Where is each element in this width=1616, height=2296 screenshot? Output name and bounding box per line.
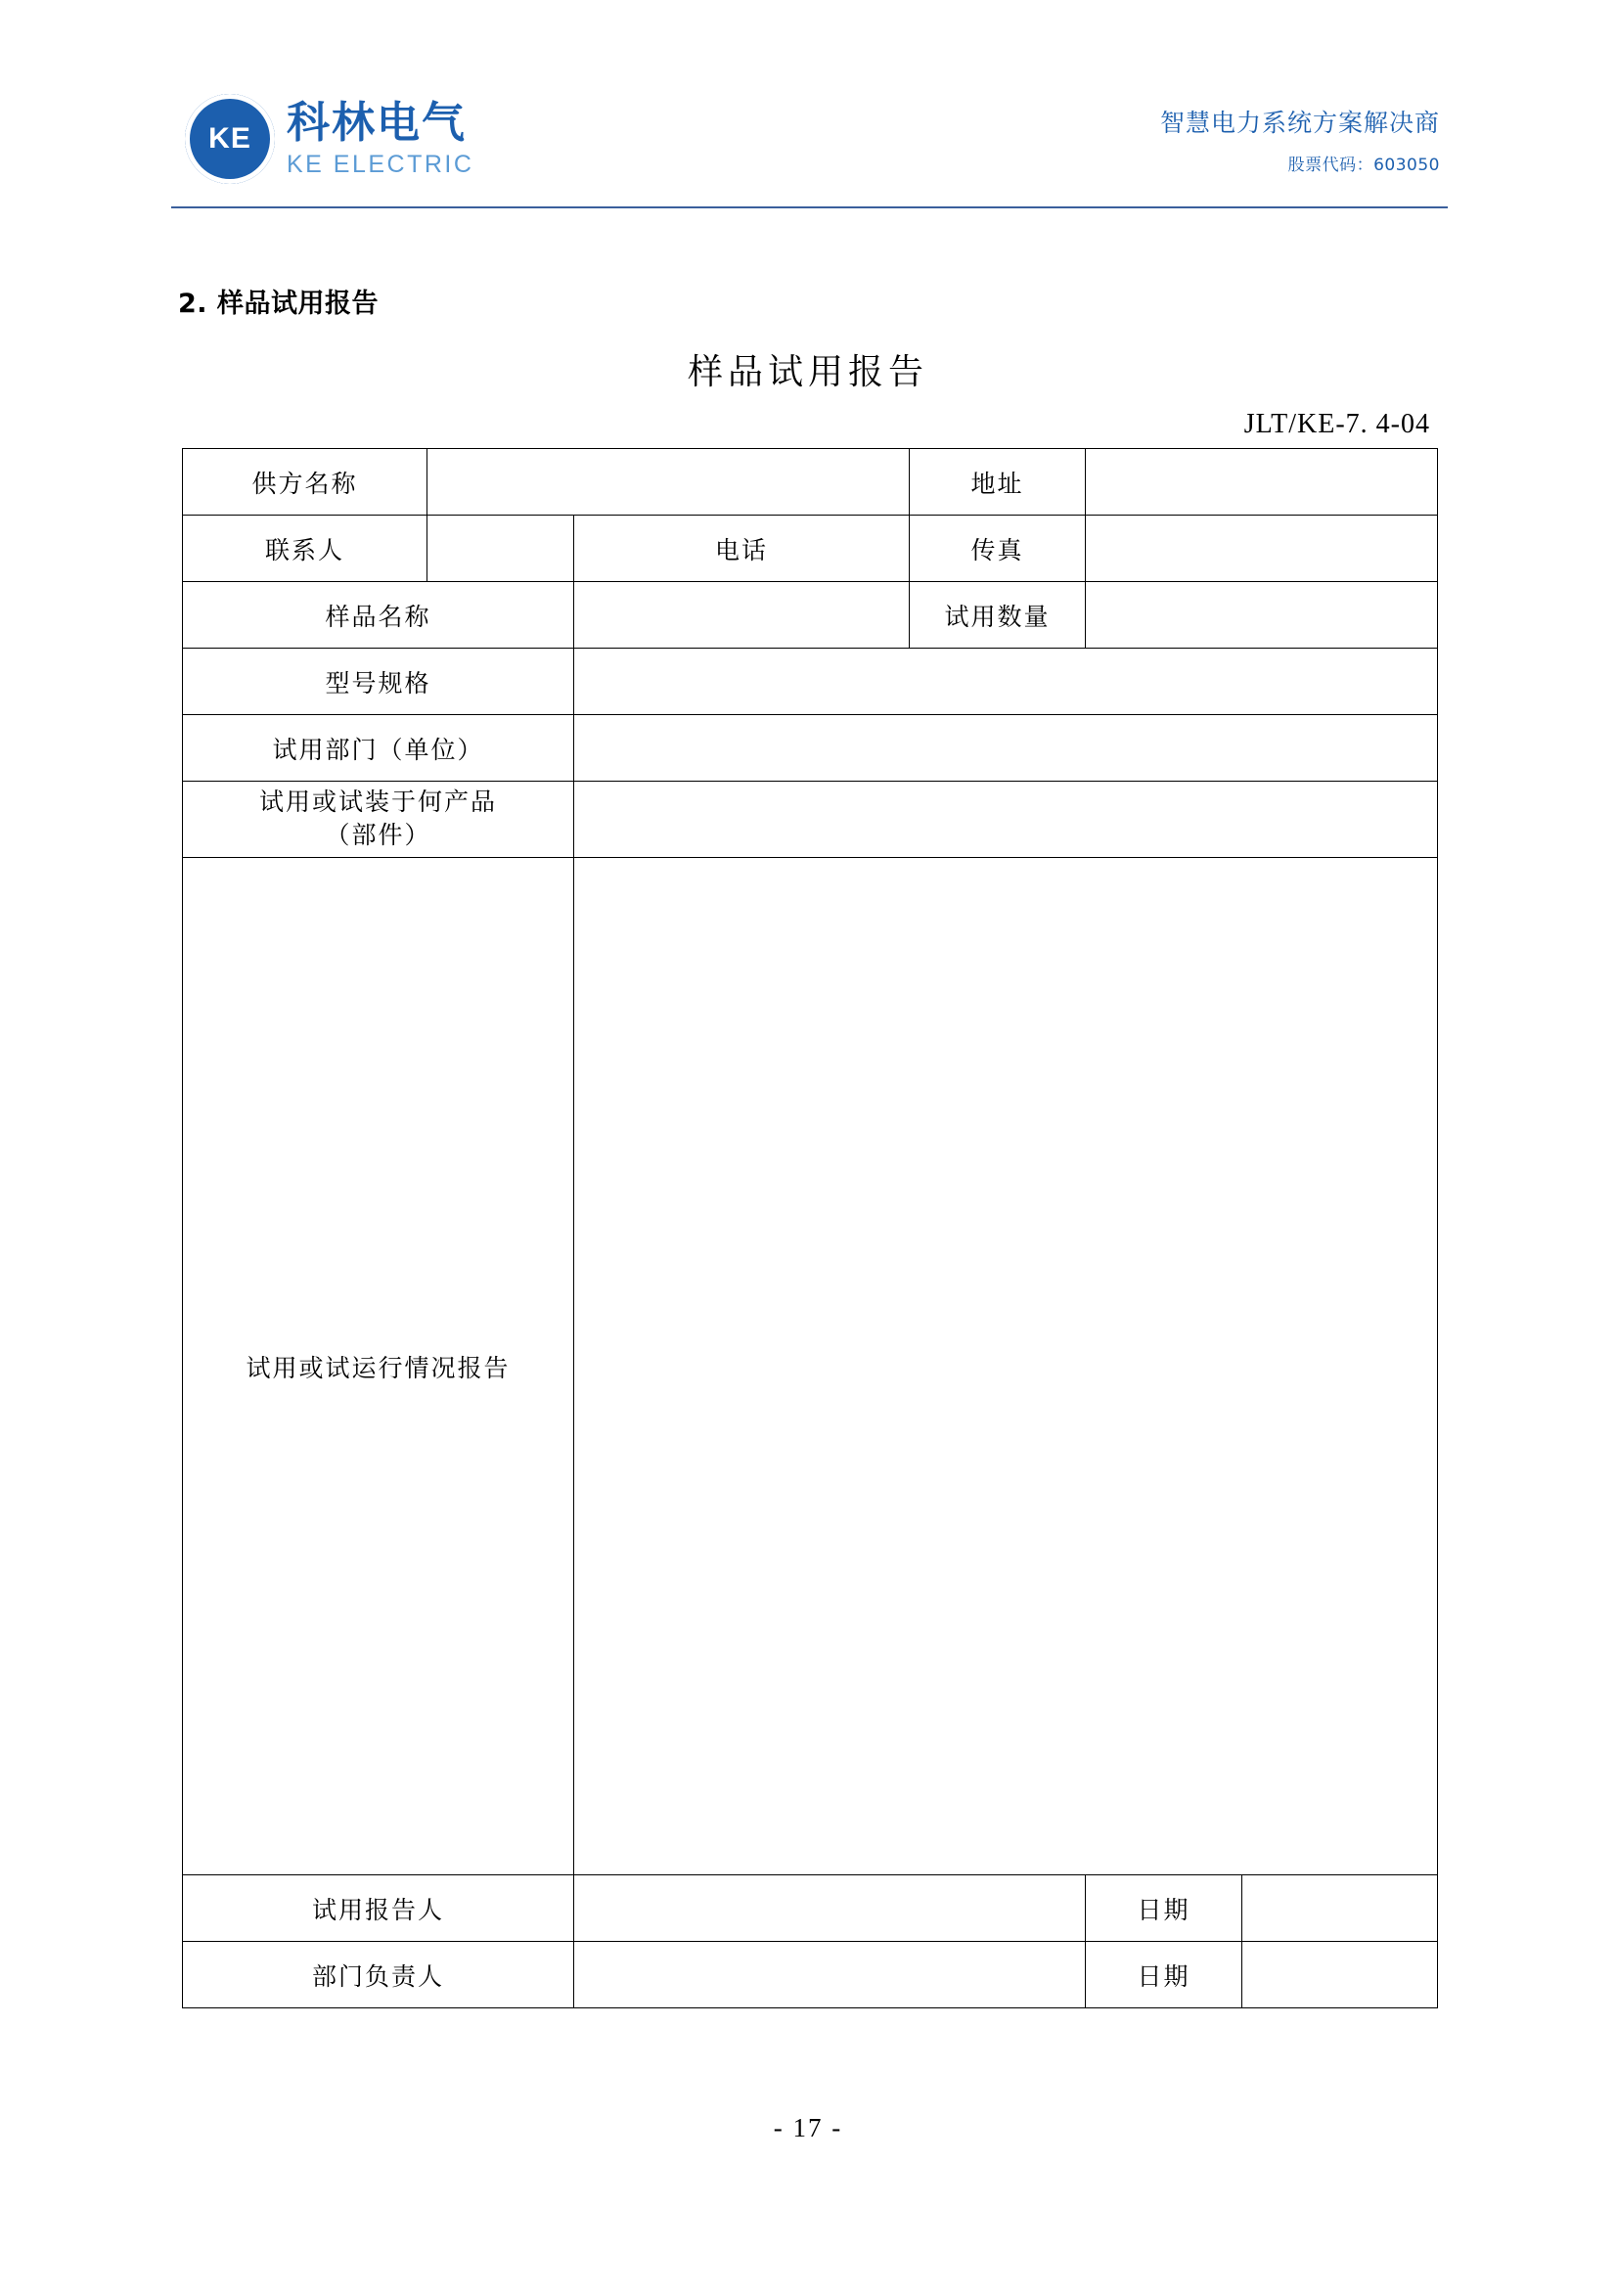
- page-number: - 17 -: [773, 2113, 843, 2142]
- trial-quantity-field[interactable]: [1086, 582, 1438, 649]
- page-header: [171, 86, 1448, 208]
- header-right-block: [1160, 104, 1440, 175]
- phone-label: 电话: [574, 516, 910, 582]
- contact-label: 联系人: [183, 516, 427, 582]
- report-body-label: 试用或试运行情况报告: [183, 858, 574, 1875]
- logo-company-name-cn: 科林电气: [287, 97, 467, 148]
- sample-name-field[interactable]: [574, 582, 910, 649]
- manager-field[interactable]: [574, 1942, 1086, 2008]
- section-heading: 2. 样品试用报告: [178, 289, 379, 319]
- address-label: 地址: [910, 449, 1086, 516]
- applied-product-label: [183, 782, 574, 858]
- fax-field[interactable]: [1086, 516, 1438, 582]
- trial-department-field[interactable]: [574, 715, 1438, 782]
- sample-name-label: 样品名称: [183, 582, 574, 649]
- applied-product-label-line2: （部件）: [325, 822, 431, 849]
- manager-date-field[interactable]: [1242, 1942, 1438, 2008]
- header-stock-code: 股票代码：603050: [1287, 156, 1440, 175]
- table-row: [183, 582, 1438, 649]
- reporter-label: 试用报告人: [183, 1875, 574, 1942]
- logo-text-block: [287, 97, 474, 178]
- manager-date-label: 日期: [1086, 1942, 1242, 2008]
- document-title: 样品试用报告: [687, 352, 928, 391]
- table-row: [183, 782, 1438, 858]
- manager-label: 部门负责人: [183, 1942, 574, 2008]
- trial-quantity-label: 试用数量: [910, 582, 1086, 649]
- logo-badge-icon: [185, 94, 275, 184]
- supplier-name-label: 供方名称: [183, 449, 427, 516]
- address-field[interactable]: [1086, 449, 1438, 516]
- company-logo: [185, 94, 473, 184]
- sample-trial-report-table: [182, 448, 1438, 2008]
- contact-field[interactable]: [427, 516, 574, 582]
- reporter-field[interactable]: [574, 1875, 1086, 1942]
- applied-product-label-line1: 试用或试装于何产品: [259, 788, 498, 816]
- table-row: [183, 715, 1438, 782]
- table-row: [183, 858, 1438, 1875]
- header-slogan: 智慧电力系统方案解决商: [1159, 109, 1440, 137]
- supplier-name-field[interactable]: [427, 449, 910, 516]
- table-row: [183, 1942, 1438, 2008]
- reporter-date-label: 日期: [1086, 1875, 1242, 1942]
- document-code: JLT/KE-7. 4-04: [1243, 409, 1430, 439]
- trial-department-label: 试用部门（单位）: [183, 715, 574, 782]
- applied-product-field[interactable]: [574, 782, 1438, 858]
- fax-label: 传真: [910, 516, 1086, 582]
- logo-badge-text: KE: [208, 122, 251, 155]
- table-row: [183, 649, 1438, 715]
- model-spec-field[interactable]: [574, 649, 1438, 715]
- reporter-date-field[interactable]: [1242, 1875, 1438, 1942]
- table-row: [183, 516, 1438, 582]
- logo-company-name-en: KE ELECTRIC: [287, 150, 474, 178]
- model-spec-label: 型号规格: [183, 649, 574, 715]
- table-row: [183, 449, 1438, 516]
- report-body-field[interactable]: [574, 858, 1438, 1875]
- table-row: [183, 1875, 1438, 1942]
